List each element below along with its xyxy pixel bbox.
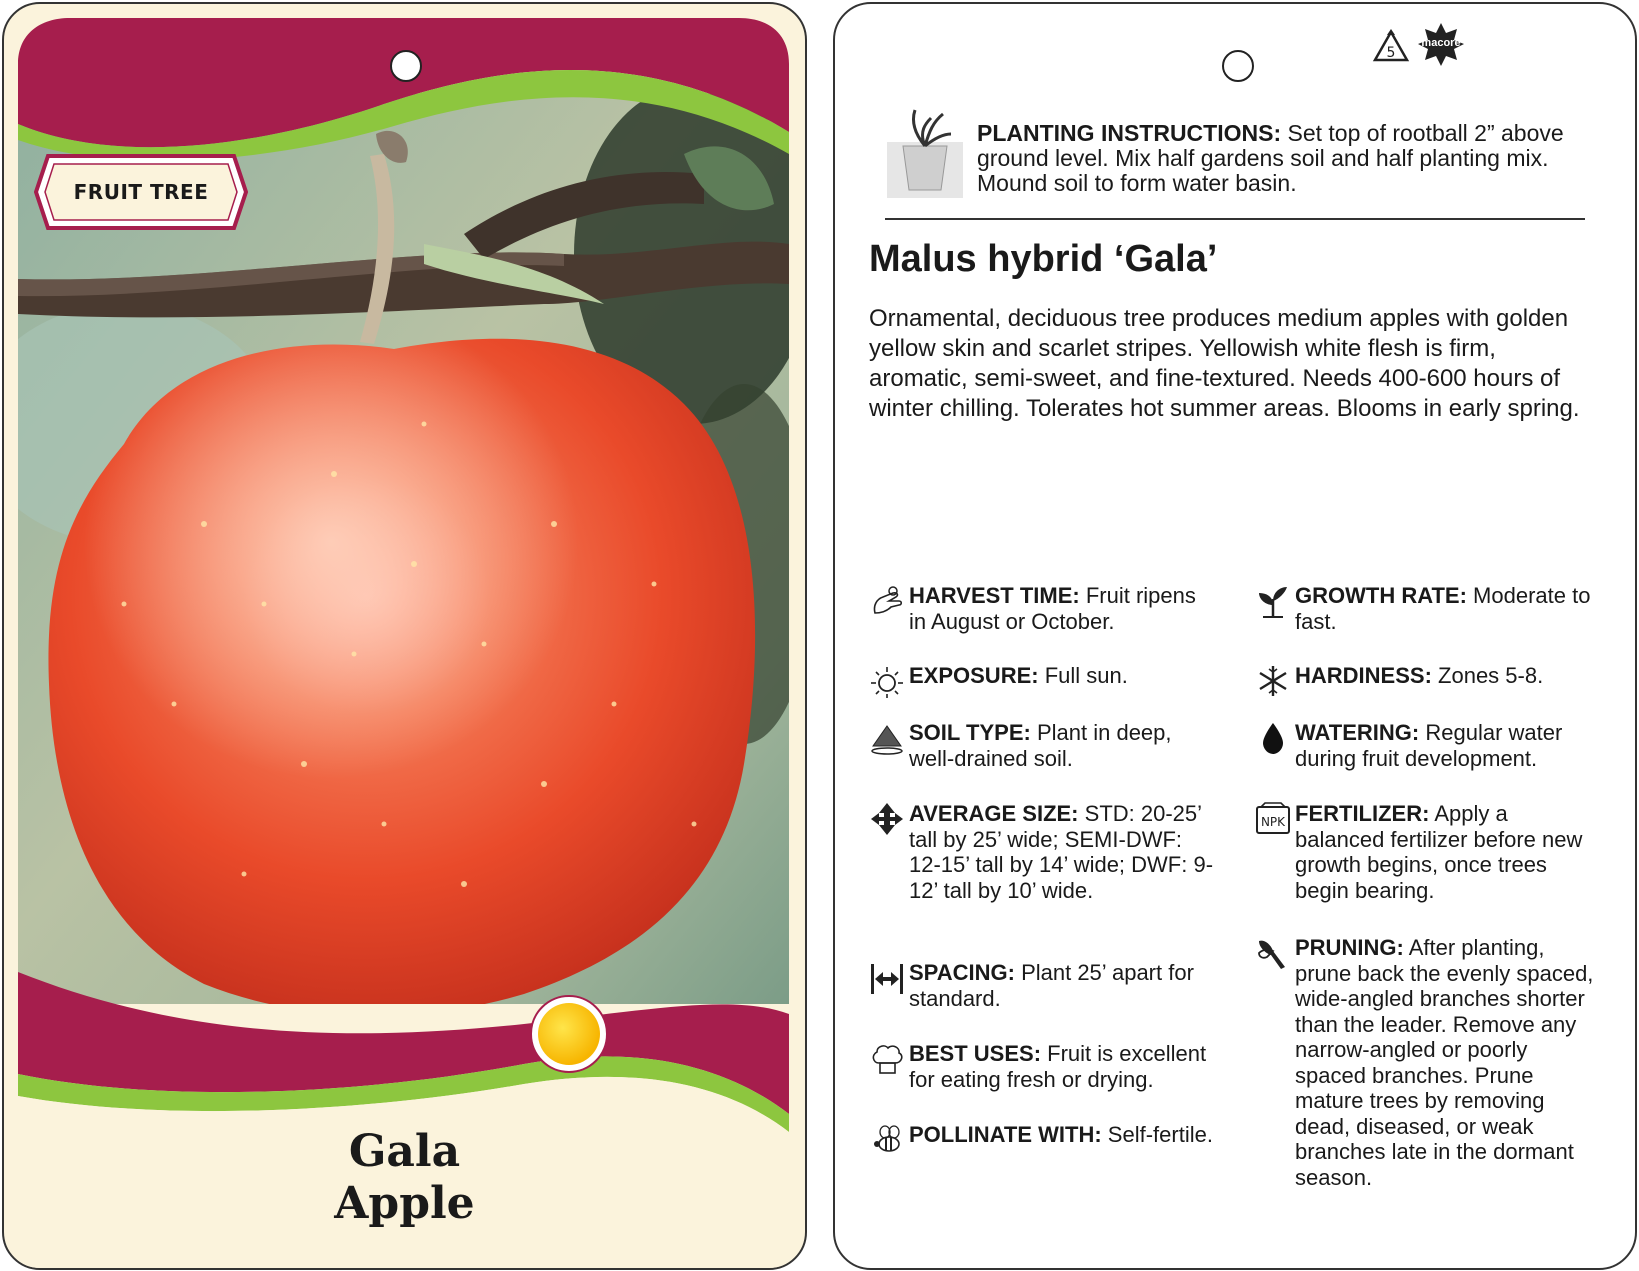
front-card (2, 2, 807, 1270)
snowflake-icon (1255, 663, 1291, 699)
recycle-code: 5 (1386, 45, 1396, 61)
potted-plant-icon (885, 104, 965, 200)
harvest-hand-icon (869, 583, 905, 619)
back-card: 5 macore PLANTING INSTRUCTIONS: Set top of rootball 2” above ground level. Mix half gardens soil and half planting mix. Mound soil to form water basin. Malus hybrid ‘Gala’ Ornamental, deciduous tree produces medium apples with golden yellow skin and scarlet stripes. Yellowish white flesh is firm, aromatic, semi-sweet, and fine-textured. Needs 400-600 hours of winter chilling. Tolerates hot summer areas. Blooms in early spring. HARVEST TIME: Fruit ripens in August or October. EXPOSURE: Full sun. SOIL TYPE: Plant in deep, well-drained soil. AVERAGE SIZE: STD: 20-25’ tall by 25’ wide; SEMI-DWF: 12-15’ tall by 14’ wide; DWF: 9-12’ tall by 10’ wide. SPACING: Plant 25’ apart for standard. BEST USES: Fruit is excellent for eating fresh or drying. POLLINATE WITH: Self-fertile. GROWTH RATE: Moderate to fast. HARDINESS: Zones 5-8. WATERING: Regular water during fruit development. NPK FERTILIZER: Apply a balanced fertilizer before new growth begins, once trees begin bearing. PRUNING: After planting, prune back the evenly spaced, wide-angled branches shorter than the leader. Remove any narrow-angled or poorly spaced branches. Prune mature trees by removing dead, diseased, or weak branches late in the dormant season. (833, 2, 1637, 1270)
svg-text:NPK: NPK (1260, 815, 1286, 829)
sprout-icon (1255, 583, 1291, 619)
common-name-line1: Gala (348, 1126, 461, 1177)
divider (885, 218, 1585, 220)
pruning-shears-icon (1255, 935, 1291, 971)
category-label: FRUIT TREE (73, 180, 209, 204)
category-badge (34, 152, 248, 232)
hang-hole (391, 51, 421, 81)
botanical-name: Malus hybrid ‘Gala’ (869, 238, 1218, 280)
brand-name: macore (1421, 37, 1461, 49)
bee-icon (869, 1122, 905, 1158)
spacing-arrows-icon (869, 960, 905, 996)
common-name (4, 1126, 805, 1230)
recycle-icon (1372, 28, 1410, 66)
hang-hole (1222, 50, 1254, 82)
soil-pile-icon (869, 720, 905, 756)
chef-hat-icon (869, 1041, 905, 1077)
npk-bag-icon (1255, 801, 1291, 837)
planting-label: PLANTING INSTRUCTIONS: (977, 120, 1282, 146)
water-drop-icon (1255, 720, 1291, 756)
planting-text: Set top of rootball 2” above ground level. Mix half gardens soil and half planting mix. Mound soil to form water basin. (977, 120, 1564, 196)
description: Ornamental, deciduous tree produces medium apples with golden yellow skin and scarlet stripes. Yellowish white flesh is firm, aromatic, semi-sweet, and fine-textured. Needs 400-600 hours of winter chilling. Tolerates hot summer areas. Blooms in early spring. (869, 305, 1580, 422)
common-name-line2: Apple (334, 1178, 475, 1229)
planting-instructions (885, 104, 1605, 204)
size-arrows-icon (869, 801, 905, 837)
sun-outline-icon (869, 663, 905, 699)
